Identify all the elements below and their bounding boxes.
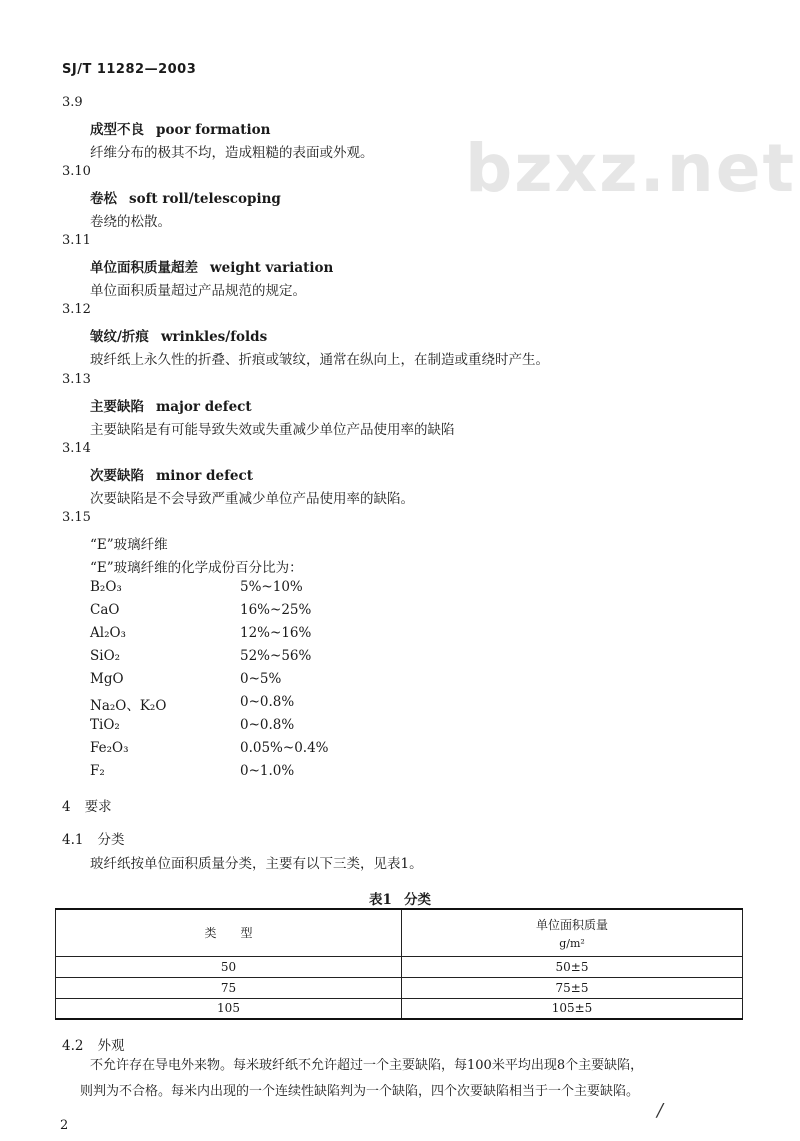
term-zh: 主要缺陷: [90, 399, 144, 415]
section-title: 要求: [84, 799, 112, 815]
chem-range: 0.05%~0.4%: [240, 740, 329, 756]
chem-name: SiO₂: [90, 648, 121, 664]
term-en: major defect: [156, 399, 252, 415]
term-zh: 卷松: [90, 191, 117, 207]
section-number: 4: [62, 799, 71, 815]
clause-number: 3.13: [62, 372, 91, 387]
term-heading: [90, 256, 333, 276]
term-en: poor formation: [156, 122, 271, 138]
table-cell-mass: 50±5: [402, 956, 743, 977]
section-title: 外观: [97, 1038, 125, 1054]
table-number: 表1: [369, 892, 392, 908]
chem-name: Fe₂O₃: [90, 740, 129, 756]
term-en: wrinkles/folds: [160, 329, 268, 345]
clause-number: 3.12: [62, 302, 91, 317]
term-definition: 主要缺陷是有可能导致失效或失重减少单位产品使用率的缺陷: [90, 422, 455, 438]
section-number: 4.2: [62, 1038, 84, 1054]
term-zh: 次要缺陷: [90, 468, 144, 484]
section-title: 分类: [97, 832, 125, 848]
section-heading: [62, 828, 124, 848]
chem-range: 0~0.8%: [240, 717, 295, 733]
chem-name: F₂: [90, 763, 105, 779]
chem-name: Na₂O、K₂O: [90, 698, 167, 714]
appearance-text-line-2: 则判为不合格。每米内出现的一个连续性缺陷判为一个缺陷，四个次要缺陷相当于一个主要缺陷。: [80, 1084, 640, 1099]
table-cell-type: 105: [56, 998, 402, 1019]
term-heading: [90, 187, 281, 207]
table-caption: [0, 888, 800, 908]
clause-number: 3.10: [62, 164, 91, 179]
term-en: weight variation: [210, 260, 334, 276]
appearance-text-line-1: 不允许存在导电外来物。每米玻纤纸不允许超过一个主要缺陷，每100米平均出现8个主要缺陷，: [90, 1058, 644, 1073]
e-glass-intro: “E”玻璃纤维的化学成份百分比为：: [90, 560, 303, 576]
chem-name: MgO: [90, 671, 124, 687]
term-zh: 皱纹/折痕: [90, 329, 149, 345]
chem-range: 16%~25%: [240, 602, 312, 618]
section-heading: [62, 795, 112, 815]
chem-range: 0~5%: [240, 671, 282, 687]
term-heading: [90, 118, 270, 138]
table-cell-mass: 105±5: [402, 998, 743, 1019]
term-definition: 单位面积质量超过产品规范的规定。: [90, 283, 306, 299]
chem-range: 0~1.0%: [240, 763, 295, 779]
watermark: bzxz.net: [465, 130, 797, 207]
term-heading: [90, 325, 267, 345]
chem-range: 52%~56%: [240, 648, 312, 664]
table-row: [56, 998, 743, 1019]
table-cell-mass: 75±5: [402, 977, 743, 998]
clause-number: 3.14: [62, 441, 91, 456]
chem-range: 5%~10%: [240, 579, 303, 595]
standard-header: SJ/T 11282—2003: [62, 62, 197, 77]
clause-number: 3.15: [62, 510, 91, 525]
table-row: [56, 956, 743, 977]
term-en: minor defect: [156, 468, 253, 484]
table-title: 分类: [403, 892, 431, 908]
column-header-type: 类 型: [56, 909, 402, 956]
section-number: 4.1: [62, 832, 84, 848]
term-definition: 卷绕的松散。: [90, 214, 171, 230]
column-header-mass: [402, 909, 743, 956]
chem-name: CaO: [90, 602, 120, 618]
table-row: [56, 977, 743, 998]
term-zh: 单位面积质量超差: [90, 260, 198, 276]
section-heading: [62, 1034, 124, 1054]
term-heading: [90, 395, 252, 415]
term-heading: [90, 464, 253, 484]
column-header-unit: g/m²: [559, 936, 585, 950]
clause-number: 3.11: [62, 233, 91, 248]
clause-number: 3.9: [62, 95, 83, 110]
table-cell-type: 50: [56, 956, 402, 977]
chem-name: B₂O₃: [90, 579, 122, 595]
section-text: 玻纤纸按单位面积质量分类，主要有以下三类，见表1。: [90, 856, 423, 872]
chem-range: 0~0.8%: [240, 694, 295, 710]
term-definition: 纤维分布的极其不均，造成粗糙的表面或外观。: [90, 145, 374, 161]
column-header-mass-label: 单位面积质量: [535, 917, 608, 932]
chem-name: Al₂O₃: [90, 625, 126, 641]
page-number: 2: [60, 1118, 69, 1133]
chem-name: TiO₂: [90, 717, 120, 733]
term-definition: 次要缺陷是不会导致严重减少单位产品使用率的缺陷。: [90, 491, 414, 507]
chem-range: 12%~16%: [240, 625, 312, 641]
handwritten-mark-icon: /: [657, 1100, 664, 1121]
term-zh: 成型不良: [90, 122, 144, 138]
term-en: soft roll/telescoping: [129, 191, 281, 207]
e-glass-title: “E”玻璃纤维: [90, 537, 168, 553]
table-cell-type: 75: [56, 977, 402, 998]
term-definition: 玻纤纸上永久性的折叠、折痕或皱纹，通常在纵向上，在制造或重绕时产生。: [90, 352, 549, 368]
classification-table: [55, 908, 743, 1020]
